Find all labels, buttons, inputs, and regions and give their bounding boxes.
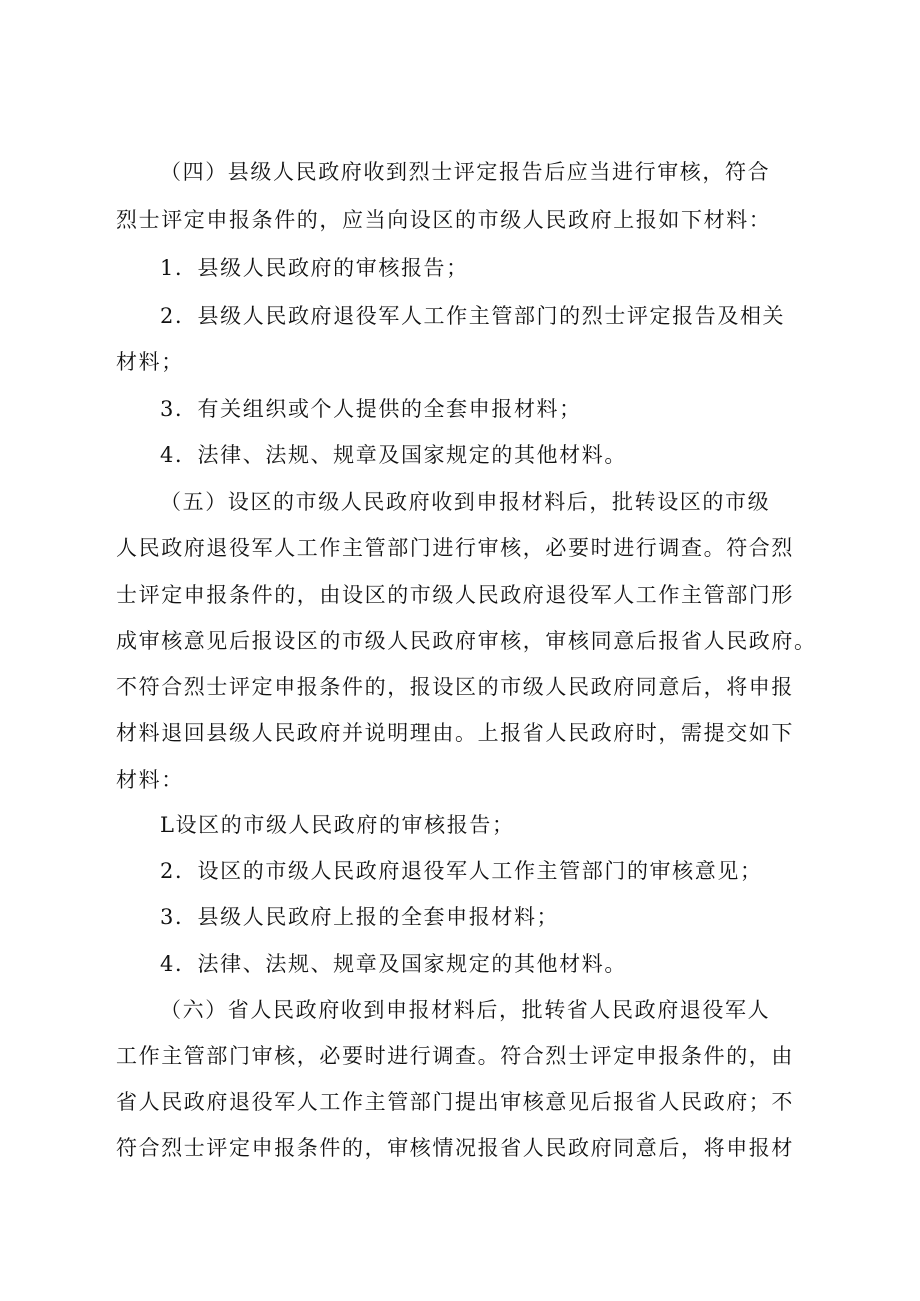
list-item-1: 1．县级人民政府的审核报告； <box>160 256 469 280</box>
paragraph-5-line-4: 成审核意见后报设区的市级人民政府审核，审核同意后报省人民政府。 <box>116 629 817 653</box>
list-item-4: 4．法律、法规、规章及国家规定的其他材料。 <box>160 443 627 467</box>
list-item-2-line-2: 材料； <box>116 350 184 374</box>
paragraph-5-line-3: 士评定申报条件的，由设区的市级人民政府退役军人工作主管部门形 <box>116 583 794 607</box>
paragraph-5-line-5: 不符合烈士评定申报条件的，报设区的市级人民政府同意后，将申报 <box>116 675 794 699</box>
list-item-3: 3．有关组织或个人提供的全套申报材料； <box>160 397 582 421</box>
paragraph-6-line-2: 工作主管部门审核，必要时进行调查。符合烈士评定申报条件的，由 <box>116 1044 794 1068</box>
paragraph-5-line-7: 材料： <box>116 768 184 792</box>
paragraph-4-line-2: 烈士评定申报条件的，应当向设区的市级人民政府上报如下材料： <box>116 208 772 232</box>
list-item-2-line-1: 2．县级人民政府退役军人工作主管部门的烈士评定报告及相关 <box>160 304 786 328</box>
paragraph-5-line-2: 人民政府退役军人工作主管部门进行审核，必要时进行调查。符合烈 <box>116 536 794 560</box>
list-item-L: L设区的市级人民政府的审核报告； <box>160 813 515 837</box>
paragraph-4-line-1: （四）县级人民政府收到烈士评定报告后应当进行审核，符合 <box>160 160 771 184</box>
list-item-4b: 4．法律、法规、规章及国家规定的其他材料。 <box>160 952 627 976</box>
list-item-2b: 2．设区的市级人民政府退役军人工作主管部门的审核意见； <box>160 859 763 883</box>
paragraph-5-line-6: 材料退回县级人民政府并说明理由。上报省人民政府时，需提交如下 <box>116 721 794 745</box>
list-item-3b: 3．县级人民政府上报的全套申报材料； <box>160 905 560 929</box>
paragraph-6-line-3: 省人民政府退役军人工作主管部门提出审核意见后报省人民政府；不 <box>116 1090 794 1114</box>
paragraph-5-line-1: （五）设区的市级人民政府收到申报材料后，批转设区的市级 <box>160 490 771 514</box>
paragraph-6-line-4: 符合烈士评定申报条件的，审核情况报省人民政府同意后，将申报材 <box>116 1136 794 1160</box>
paragraph-6-line-1: （六）省人民政府收到申报材料后，批转省人民政府退役军人 <box>160 998 771 1022</box>
